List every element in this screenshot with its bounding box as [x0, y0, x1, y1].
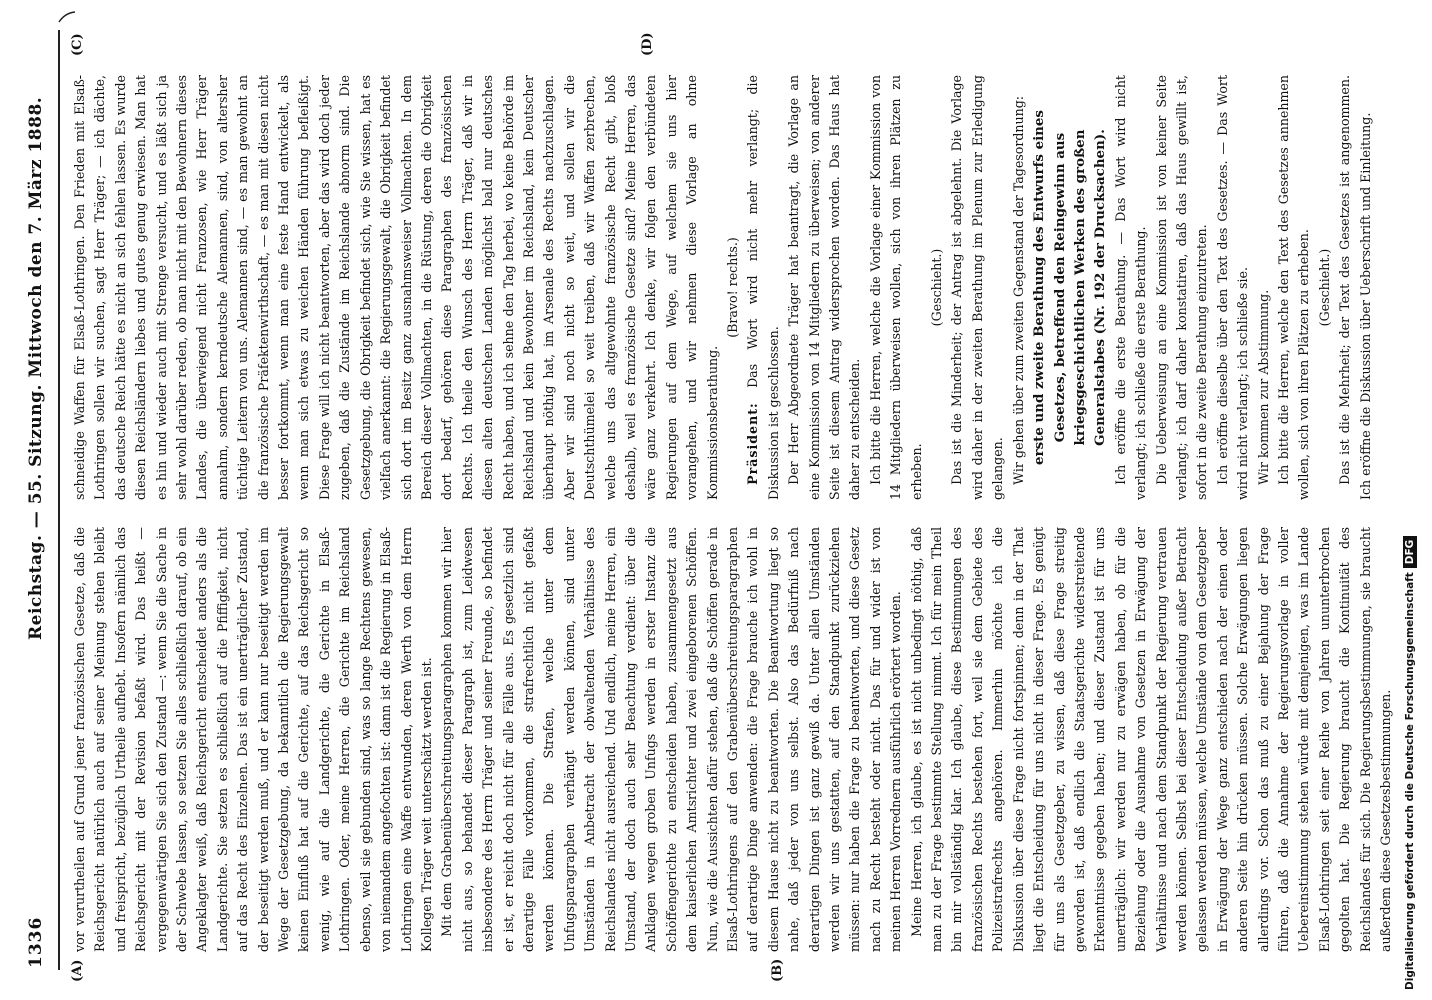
paragraph: Der Herr Abgeordnete Träger hat beantragt, die Vorlage an eine Kommission von 14 Mitgliedern zu überweisen; von anderer Seite ist diesem Antrag widersprochen worden. Das Haus hat daher zu entscheiden. — [786, 75, 863, 500]
paragraph: Ich bitte die Herren, welche die Vorlage einer Kommission von 14 Mitgliedern überweisen wollen, sich von ihren Plätzen zu erheben. — [867, 75, 924, 500]
page-number: 1336 — [26, 916, 46, 968]
paragraph: vor verurtheilen auf Grund jener französischen Gesetze, daß die Reichsgericht natürlich auch auf seiner Meinung stehen bleibt und freispricht, bezüglich Urtheile aufhebt. Insofern nämlich das Reichsgericht mit der Revision befaßt wird. Das heißt — vergegenwärtigen Sie sich den Zustand —: wenn Sie die Sache in der Schwebe lassen, so setzen Sie alles schließlich darauf, ob ein Angeklagter weiß, daß Reichsgericht entscheidet anders als die Landgerichte. Sie setzen es schließlich auf die Pfiffigkeit, nicht auf das Recht des Einzelnen. Das ist ein unerträglicher Zustand, der beseitigt werden muß, und er kann nur beseitigt werden im Wege der Gesetzgebung, da bekanntlich die Regierungsgewalt keinen Einfluß hat auf die Gerichte, auf das Reichsgericht so wenig, wie auf die Landgerichte, die Gerichte in Elsaß-Lothringen. Oder, meine Herren, die Gerichte im Reichsland ebenso, weil sie gebunden sind, was so lange Rechtens gewesen, von niemandem angefochten ist: dann ist die Regierung in Elsaß-Lothringen eine Waffe entwunden, deren Werth von dem Herrn Kollegen Träger weit unterschätzt werden ist. — [72, 527, 434, 952]
digitization-stamp — [1395, 40, 1425, 990]
left-column — [70, 527, 1393, 952]
paragraph: Wir kommen zur Abstimmung. — [1255, 289, 1271, 485]
margin-mark-a: (A) — [70, 959, 85, 982]
paragraph: Wir gehen über zum zweiten Gegenstand der Tagesordnung: — [1010, 95, 1026, 485]
page-title: Reichstag. — 55. Sitzung. Mittwoch den 7. März 1888. — [26, 96, 46, 640]
speaker-name: Präsident: — [745, 402, 761, 485]
pen-mark-icon — [58, 10, 76, 24]
paragraph: Die Ueberweisung an eine Kommission ist von keiner Seite verlangt; ich darf daher konstatiren, daß das Haus gewillt ist, sofort in die zweite Berathung einzutreten. — [1153, 75, 1210, 500]
stage-note: (Geschieht.) — [929, 248, 945, 327]
stamp-text: Digitalisierung gefördert durch die Deutsche Forschungsgemeinschaft — [1404, 572, 1416, 990]
paragraph: schneidige Waffen für Elsaß-Lothringen. Den Frieden mit Elsaß-Lothringen sollen wir suchen, sagt Herr Träger; — ich dächte, das deutsche Reich hätte es nicht an sich fehlen lassen. Es wurde diesen Reichsländern liebes und gutes genug erwiesen. Man hat es hin und wieder auch mit Strenge versucht, und es läßt sich ja sehr wohl darüber reden, ob man nicht mit den Bewohnern dieses Landes, die überwiegend nicht Franzosen, wie Herr Träger annahm, sondern kerndeutsche Alemannen, sind, von altersher tüchtige Leitern von uns. Alemannen sind, — es man gewohnt an die französische Präfektenwirthschaft, — es man mit diesen nicht besser fortkommt, wenn man eine feste Hand entwickelt, als wenn man sich etwas zu weichen Händen führung befleißigt. Diese Frage will ich nicht beantworten, aber das wird doch jeder zugeben, daß die Zustände im Reichslande abnorm sind. Die Gesetzgebung, die Obrigkeit befindet sich, wie Sie wissen, hat es vielfach anerkannt: die Regierungsgewalt, die Obrigkeit befindet sich dort im Besitz ganz ausnahmsweiser Vollmachten. In dem Bereich dieser Vollmachten, in die Rüstung, deren die Obrigkeit dort bedarf, gehören diese Paragraphen des französischen Rechts. Ich theile den Wunsch des Herrn Träger, daß wir in diesen alten deutschen Landen möglichst bald nur deutsches Recht haben, und ich sehne den Tag herbei, wo keine Behörde im Reichsland und kein Bewohner im Reichsland, kein Deutscher überhaupt nöthig hat, im Arsenale des Rechts nachzuschlagen. Aber wir sind noch nicht so weit, und sollen wir die Deutschthümelei so weit treiben, daß wir Waffen zerbrechen, welche uns das altgewohnte französische Recht gibt, bloß deshalb, weil es französische Gesetze sind? Meine Herren, das wäre ganz verkehrt. Ich denke, wir folgen den verbündeten Regierungen auf dem Wege, auf welchem sie uns hier vorangehen, und wir nehmen diese Vorlage an ohne Kommissionsberathung. — [72, 75, 720, 500]
margin-mark-d: (D) — [640, 32, 655, 56]
paragraph: Das ist die Mehrheit; der Text des Gesetzes ist angenommen. Ich eröffne die Diskussion über Ueberschrift und Einleitung. — [1337, 75, 1373, 500]
paragraph: Ich bitte die Herren, welche den Text des Gesetzes annehmen wollen, sich von ihren Plätzen zu erheben. — [1275, 75, 1312, 500]
margin-mark-b: (B) — [770, 958, 785, 982]
right-column — [70, 75, 1373, 500]
page-header — [18, 30, 60, 970]
paragraph: Ich eröffne die erste Berathung. — Das Wort wird nicht verlangt; ich schließe die erste Berathung. — [1112, 75, 1149, 500]
president-remark: Präsident: Das Wort wird nicht mehr verlangt; die Diskussion ist geschlossen. — [745, 75, 781, 500]
paragraph: Das ist die Minderheit; der Antrag ist abgelehnt. Die Vorlage wird daher in der zweiten Berathung im Plenum zur Erledigung gelangen. — [949, 75, 1006, 500]
stage-note: (Geschieht.) — [1316, 248, 1332, 327]
agenda-item-heading: erste und zweite Berathung des Entwurfs eines Gesetzes, betreffend den Reingewinn aus kriegsgeschichtlichen Werken des großen Generalstabes (Nr. 192 der Drucksachen). — [1031, 110, 1109, 465]
paragraph: Meine Herren, ich glaube, es ist nicht unbedingt nöthig, daß man zu der Frage bestimmte Stellung nimmt. Ich für mein Theil bin mir vollständig klar. Ich glaube, diese Bestimmungen des französischen Rechts bestehen fort, weil sie dem Gebiete des Polizeistrafrechts angehören. Immerhin möchte ich die Diskussion über diese Frage nicht fortspinnen; denn in der That liegt die Entscheidung für uns nicht in dieser Frage. Es genügt für uns als Gesetzgeber, zu wissen, daß diese Frage streitig geworden ist, daß endlich die Staatsgerichte widerstreitende Erkenntnisse gegeben haben; und dieser Zustand ist für uns unerträglich: wir werden nur zu erwägen haben, ob für die Beziehung oder die Ausnahme von Gesetzen in Erwägung der Verhältnisse und nach dem Standpunkt der Regierung vertrauen werden können. Selbst bei dieser Entscheidung außer Betracht gelassen werden müssen, welche Umstände von dem Gesetzgeber in Erwägung der Wege ganz entschieden nach der einen oder anderen Seite hin drücken müssen. Solche Erwägungen liegen allerdings vor. Schon das muß zu einer Bejahung der Frage führen, daß die Annahme der Regierungsvorlage in voller Uebereinstimmung stehen würde mit demjenigen, was im Lande Elsaß-Lothringen seit einer Reihe von Jahren ununterbrochen gegolten hat. Die Regierung braucht die Kontinuität des Reichslandes für sich. Die Regierungsbestimmungen, sie braucht außerdem diese Gesetzesbestimmungen. — [908, 527, 1393, 952]
margin-mark-c: (C) — [70, 33, 85, 56]
applause-note: (Bravo! rechts.) — [725, 237, 740, 338]
paragraph: Mit dem Grabenüberschreitungsparagraphen kommen wir hier nicht aus, so behandet dieser Paragraph ist, zum Leidwesen insbesondere des Herrn Träger und seiner Freunde, so befindet er ist, er reicht doch nicht für alle Fälle aus. Es gesetzlich sind derartige Fälle vorkommen, die strafrechtlich nicht gefaßt werden können. Die Strafen, welche unter dem Unfugsparagraphen verhängt werden können, sind unter Umständen in Anbetracht der obwaltenden Verhältnisse des Reichslandes nicht ausreichend. Und endlich, meine Herren, ein Umstand, der doch auch sehr Beachtung verdient: über die Anklagen wegen groben Unfugs werden in erster Instanz die Schöffengerichte zu entscheiden haben, zusammengesetzt aus dem kaiserlichen Amtsrichter und zwei eingeborenen Schöffen. Nun, wie die Aussichten dafür stehen, daß die Schöffen gerade in Elsaß-Lothringens auf den Grabenüberschreitungsparagraphen auf derartige Dinge anwenden: die Frage brauche ich wohl in diesem Hause nicht zu beantworten. Die Beantwortung liegt so nahe, daß jeder von uns selbst. Also das Bedürfniß nach derartigen Dingen ist ganz gewiß da. Unter allen Umständen werden wir uns gestatten, auf den Standpunkt zurückziehen müssen: nur haben die Frage zu beantworten, und diese Gesetz nach zu Recht besteht oder nicht. Das für und wider ist von meinen Herren Vorrednern ausführlich erörtert worden. — [439, 527, 904, 952]
paragraph: Ich eröffne dieselbe über den Text des Gesetzes. — Das Wort wird nicht verlangt; ich schließe sie. — [1214, 75, 1251, 500]
dfg-badge: DFG — [1403, 536, 1417, 569]
